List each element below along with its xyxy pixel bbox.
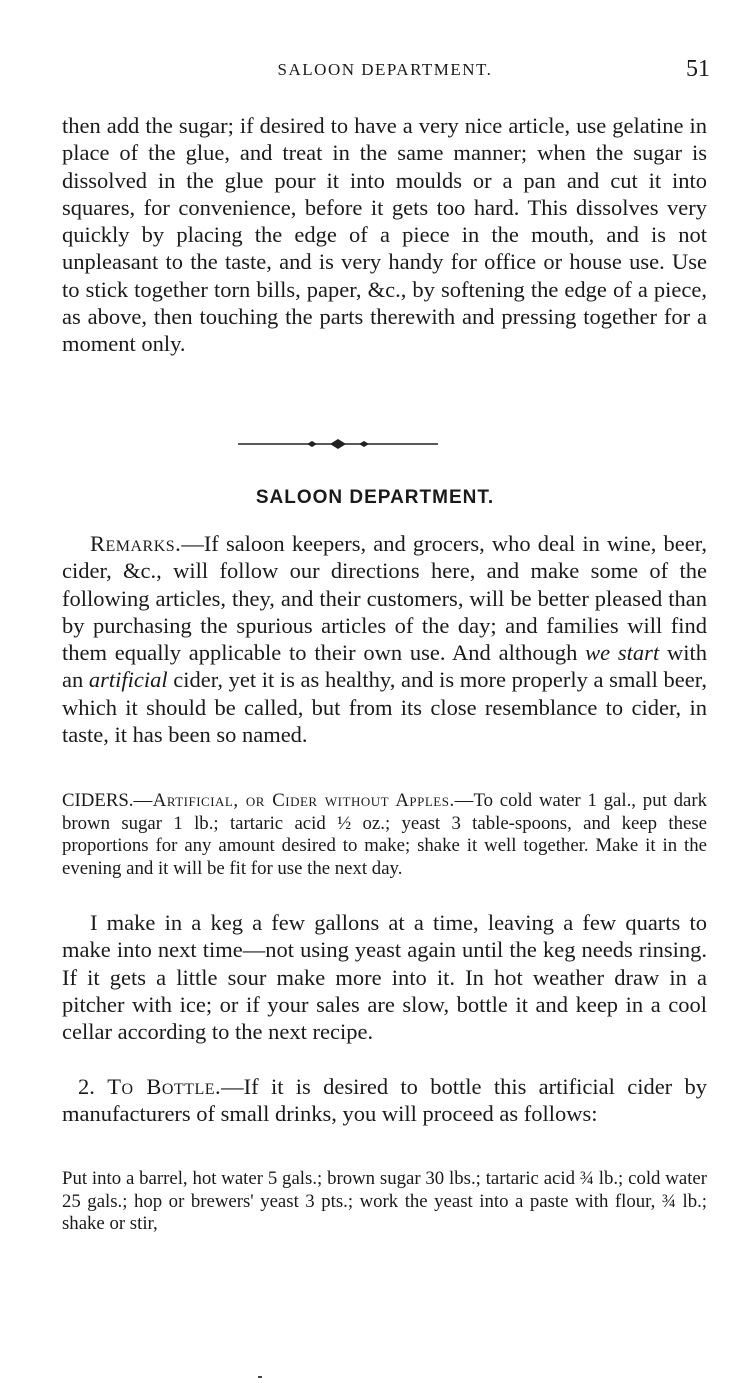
running-title: SALOON DEPARTMENT. bbox=[277, 60, 493, 79]
remarks-text-2: with an bbox=[62, 640, 707, 693]
ciders-title: CIDERS. bbox=[62, 790, 134, 811]
remarks-italic-2: artificial bbox=[88, 667, 168, 693]
remarks-lead: Remarks. bbox=[90, 531, 182, 556]
remarks-italic-1: we start bbox=[585, 640, 660, 666]
section-heading: SALOON DEPARTMENT. bbox=[255, 487, 495, 508]
bottle-text: —If it is desired to bottle this artificial cider by manufacturers of small drinks, you will proceed as follows: bbox=[62, 1074, 708, 1127]
remarks-text-1: —If saloon keepers, and grocers, who deal in wine, beer, cider, &c., will follow our directions here, and make some of the following articles, they, and their customers, will be better pleased than by purchasing the spurious articles of the day; and families will find them equally applicable to their own use. And although bbox=[62, 531, 707, 666]
put-paragraph: Put into a barrel, hot water 5 gals.; brown sugar 30 lbs.; tartaric acid ¾ lb.; cold water 25 gals.; hop or brewers' yeast 3 pts.; work the yeast into a paste with flour, ¾ lb.; shake or stir, bbox=[62, 1168, 707, 1235]
remarks-paragraph bbox=[62, 530, 707, 748]
bottle-number: 2. bbox=[78, 1074, 95, 1099]
section-divider-ornament bbox=[238, 438, 438, 450]
remarks-text-3: cider, yet it is as healthy, and is more properly a small beer, which it should be called, but from its close resemblance to cider, in taste, it has been so named. bbox=[62, 667, 707, 748]
footer-mark bbox=[258, 1376, 262, 1378]
ciders-recipe bbox=[62, 790, 707, 880]
bottle-recipe bbox=[62, 1073, 707, 1128]
continuation-paragraph: then add the sugar; if desired to have a very nice article, use gelatine in place of the glue, and treat in the same manner; when the sugar is dissolved in the glue pour it into moulds or a pan and cut it into squares, for convenience, before it gets too hard. This dissolves very quickly by placing the edge of a piece in the mouth, and is not unpleasant to the taste, and is very handy for office or house use. Use to stick together torn bills, paper, &c., by softening the edge of a piece, as above, then touching the parts therewith and pressing together for a moment only. bbox=[62, 113, 707, 357]
keg-paragraph: I make in a keg a few gallons at a time, leaving a few quarts to make into next time—not using yeast again until the keg needs rinsing. If it gets a little sour make more into it. In hot weather draw in a pitcher with ice; or if your sales are slow, bottle it and keep in a cool cellar according to the next recipe. bbox=[62, 910, 707, 1045]
running-header bbox=[60, 56, 710, 88]
page-number: 51 bbox=[686, 56, 710, 82]
bottle-title: To Bottle. bbox=[107, 1074, 222, 1099]
ciders-text: —To cold water 1 gal., put dark brown sugar 1 lb.; tartaric acid ½ oz.; yeast 3 table-spoons, and keep these proportions for any amount desired to make; shake it well together. Make it in the evening and it will be fit for use the next day. bbox=[62, 790, 707, 879]
ciders-subtitle: —Artificial, or Cider without Apples. bbox=[133, 790, 455, 811]
